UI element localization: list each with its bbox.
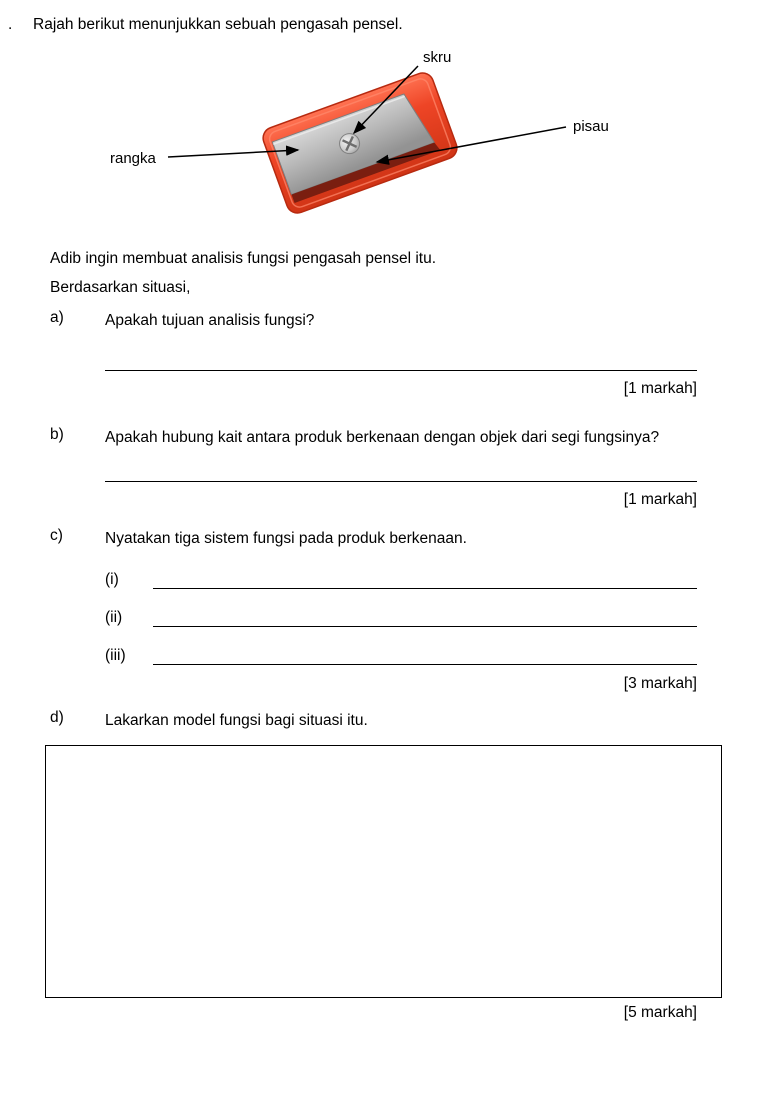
sub-label-ii: (ii) xyxy=(105,609,123,627)
answer-line-c-iii xyxy=(153,643,697,665)
sharpener-photo xyxy=(260,70,460,216)
answer-line-a xyxy=(105,345,697,371)
part-a-text: Apakah tujuan analisis fungsi? xyxy=(105,312,315,329)
sketch-answer-box xyxy=(45,745,722,998)
part-b-text: Apakah hubung kait antara produk berkenaan dengan objek dari segi fungsinya? xyxy=(105,429,660,447)
question-intro-text: Rajah berikut menunjukkan sebuah pengasah pensel. xyxy=(33,16,403,33)
situation-block xyxy=(50,250,697,297)
part-b-letter: b) xyxy=(50,426,64,444)
question-intro-row xyxy=(8,16,779,34)
question-part-b xyxy=(50,426,697,509)
answer-line-c-ii xyxy=(153,605,697,627)
marks-c: [3 markah] xyxy=(623,675,697,693)
marks-d: [5 markah] xyxy=(623,1004,697,1022)
part-d-letter: d) xyxy=(50,709,64,727)
marks-a: [1 markah] xyxy=(623,380,697,398)
sub-row-i xyxy=(105,566,697,589)
question-part-d xyxy=(50,709,697,733)
skru-label: skru xyxy=(422,49,451,66)
sub-label-i: (i) xyxy=(105,571,119,589)
part-a-letter: a) xyxy=(50,309,64,326)
marks-b: [1 markah] xyxy=(623,491,697,509)
part-d-text: Lakarkan model fungsi bagi situasi itu. xyxy=(105,712,368,730)
question-part-c xyxy=(50,527,697,693)
sharpener-diagram xyxy=(100,38,680,240)
question-number-dot: . xyxy=(8,16,13,33)
sub-row-iii xyxy=(105,642,697,665)
situation-lead-in: Berdasarkan situasi, xyxy=(50,279,191,296)
sharpener-figure xyxy=(100,38,680,240)
part-c-text: Nyatakan tiga sistem fungsi pada produk berkenaan. xyxy=(105,530,467,548)
situation-text: Adib ingin membuat analisis fungsi pengasah pensel itu. xyxy=(50,250,437,267)
answer-line-b xyxy=(105,456,697,482)
rangka-label: rangka xyxy=(109,150,156,167)
question-part-a xyxy=(50,309,697,398)
answer-line-c-i xyxy=(153,567,697,589)
sub-label-iii: (iii) xyxy=(105,647,126,665)
pisau-label: pisau xyxy=(572,118,609,135)
part-c-letter: c) xyxy=(50,527,63,545)
sub-row-ii xyxy=(105,604,697,627)
